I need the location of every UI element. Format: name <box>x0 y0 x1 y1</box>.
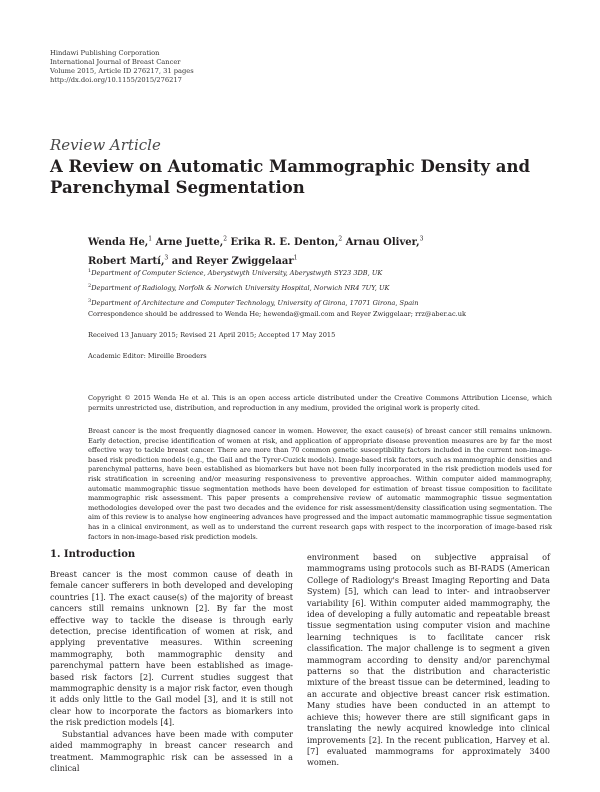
section-heading: 1. Introduction <box>50 549 136 560</box>
article-type: Review Article <box>50 136 161 154</box>
abstract: Breast cancer is the most frequently diagnosed cancer in women. However, the exact cause(s) of breast cancer still remains unknown. Early detection, precise identification of women at risk, and application of appropriate disease prevention measures are by far the most effective way to tackle breast cancer. There are more than 70 common genetic susceptibility factors included in the current non-image-based risk prediction models (e.g., the Gail and the Tyrer-Cuzick models). Image-based risk factors, such as mammographic densities and parenchymal patterns, have been established as biomarkers but have not been fully incorporated in the risk prediction models used for risk stratification in screening and/or measuring responsiveness to preventive approaches. Within computer aided mammography, automatic mammographic tissue segmentation methods have been developed for estimation of breast tissue composition to facilitate mammographic risk assessment. This paper presents a comprehensive review of automatic mammographic tissue segmentation methodologies developed over the past two decades and the evidence for risk assessment/density classification using segmentation. The aim of this review is to analyse how engineering advances have progressed and the impact automatic mammographic tissue segmentation has in a clinical environment, as well as to understand the current research gaps with respect to the incorporation of image-based risk factors in non-image-based risk prediction models. <box>88 427 552 541</box>
author: Arne Juette,$^2$ <box>155 236 228 249</box>
journal-header <box>50 49 194 85</box>
affiliation: $^1$Department of Computer Science, Aberystwyth University, Aberystwyth SY23 3DB, UK <box>88 268 383 278</box>
journal-line: International Journal of Breast Cancer <box>50 58 181 66</box>
paragraph: Substantial advances have been made with computer aided mammography in breast cancer research and treatment. Mammographic risk can be assessed in a clinical <box>50 728 293 773</box>
article-title: A Review on Automatic Mammographic Density and Parenchymal Segmentation <box>50 157 530 197</box>
paragraph: environment based on subjective appraisal of mammograms using protocols such as BI-RADS (American College of Radiology's Breast Imaging Reporting and Data System) [5], which can lead to inter- and intraobserver variability [6]. Within computer aided mammography, the idea of developing a fully automatic and repeatable breast tissue segmentation using computer vision and machine learning techniques is to facilitate cancer risk classification. The major challenge is to segment a given mammogram according to density and/or parenchymal patterns so that the distribution and characteristic mixture of the breast tissue can be determined, leading to an accurate and objective breast cancer risk estimation. Many studies have been conducted in an attempt to achieve this; however there are still significant gaps in translating the newly acquired knowledge into clinical improvements [2]. In the recent publication, Harvey et al. [7] evaluated mammograms for approximately 3400 women. <box>307 552 550 768</box>
author: Erika R. E. Denton,$^2$ <box>230 236 343 249</box>
dates: Received 13 January 2015; Revised 21 April 2015; Accepted 17 May 2015 <box>88 331 336 339</box>
author-list <box>88 232 528 269</box>
author: and Reyer Zwiggelaar$^1$ <box>171 254 298 267</box>
author: Robert Martí,$^3$ <box>88 254 169 267</box>
affiliation: $^3$Department of Architecture and Computer Technology, University of Girona, 17071 Girona, Spain <box>88 298 419 308</box>
author: Arnau Oliver,$^3$ <box>345 236 424 249</box>
doi-link[interactable]: http://dx.doi.org/10.1155/2015/276217 <box>50 76 182 84</box>
publisher-line: Hindawi Publishing Corporation <box>50 49 160 57</box>
volume-line: Volume 2015, Article ID 276217, 31 pages <box>50 67 194 75</box>
paragraph: Breast cancer is the most common cause of death in female cancer sufferers in both developed and developing countries [1]. The exact cause(s) of the majority of breast cancers still remains unknown [2]. By far the most effective way to tackle the disease is through early detection, precise identification of women at risk, and applying preventative measures. Within screening mammography, both mammographic density and parenchymal pattern have been established as image-based risk factors [2]. Current studies suggest that mammographic density is a major risk factor, even though it adds only little to the Gail model [3], and it is still not clear how to incorporate the factors as biomarkers into the risk prediction models [4]. <box>50 569 293 728</box>
copyright-notice: Copyright © 2015 Wenda He et al. This is an open access article distributed under the Creative Commons Attribution License, which permits unrestricted use, distribution, and reproduction in any medium, provided the original work is properly cited. <box>88 394 552 412</box>
correspondence: Correspondence should be addressed to Wenda He; hewenda@gmail.com and Reyer Zwiggelaar; rrz@aber.ac.uk <box>88 310 467 318</box>
academic-editor: Academic Editor: Mireille Broeders <box>88 352 207 360</box>
right-column <box>307 552 550 769</box>
affiliations <box>88 265 558 311</box>
author: Wenda He,$^1$ <box>88 236 153 249</box>
affiliation: $^2$Department of Radiology, Norfolk & Norwich University Hospital, Norwich NR4 7UY, UK <box>88 283 390 293</box>
left-column <box>50 569 293 774</box>
